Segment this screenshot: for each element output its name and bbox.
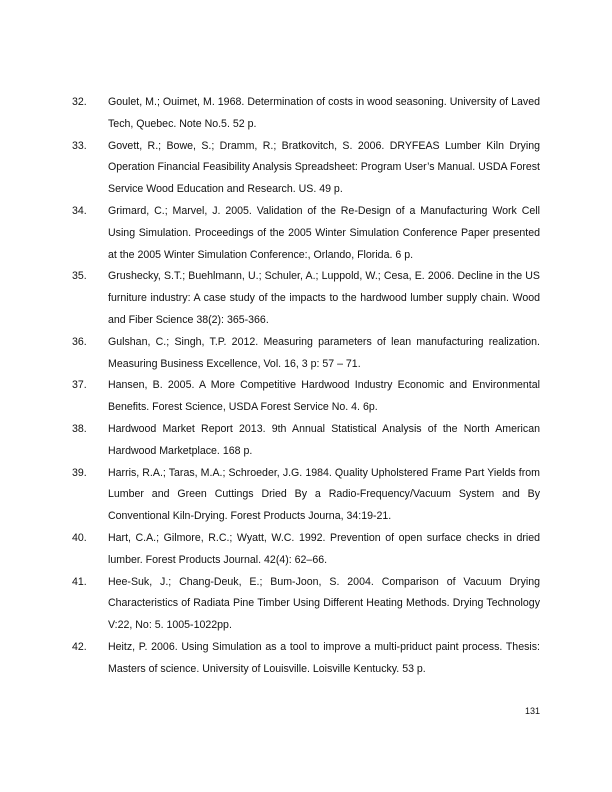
reference-item	[72, 572, 540, 637]
reference-text: Goulet, M.; Ouimet, M. 1968. Determination of costs in wood seasoning. University of Laved Tech, Quebec. Note No.5. 52 p.	[108, 96, 540, 130]
reference-list	[72, 92, 540, 681]
page-number: 131	[524, 706, 540, 716]
reference-item	[72, 201, 540, 266]
reference-text: Grushecky, S.T.; Buehlmann, U.; Schuler, A.; Luppold, W.; Cesa, E. 2006. Decline in the US furniture industry: A case study of the impacts to the hardwood lumber supply chain. Wood and Fiber Science 38(2): 365-366.	[108, 270, 540, 326]
reference-text: Heitz, P. 2006. Using Simulation as a tool to improve a multi-priduct paint process. Thesis: Masters of science. University of Louisville. Loisville Kentucky. 53 p.	[108, 640, 540, 675]
reference-text: Hee-Suk, J.; Chang-Deuk, E.; Bum-Joon, S. 2004. Comparison of Vacuum Drying Characteristics of Radiata Pine Timber Using Different Heating Methods. Drying Technology V:22, No: 5. 1005-1022pp.	[108, 575, 540, 632]
reference-item	[72, 266, 540, 331]
reference-item	[72, 375, 540, 419]
reference-item	[72, 92, 540, 136]
reference-text: Govett, R.; Bowe, S.; Dramm, R.; Bratkovitch, S. 2006. DRYFEAS Lumber Kiln Drying Operation Financial Feasibility Analysis Spreadsheet: Program User’s Manual. USDA Forest Service Wood Education and Research. US. 49 p.	[108, 139, 540, 196]
reference-number: 38.	[72, 422, 87, 435]
reference-number: 39.	[72, 466, 87, 479]
reference-item	[72, 637, 540, 681]
reference-number: 41.	[72, 575, 87, 588]
reference-text: Gulshan, C.; Singh, T.P. 2012. Measuring parameters of lean manufacturing realization. Measuring Business Excellence, Vol. 16, 3 p: 57 – 71.	[108, 335, 540, 370]
reference-number: 35.	[72, 270, 87, 283]
reference-number: 32.	[72, 96, 87, 108]
reference-item	[72, 136, 540, 201]
reference-number: 42.	[72, 640, 87, 653]
reference-text: Hardwood Market Report 2013. 9th Annual Statistical Analysis of the North American Hardwood Marketplace. 168 p.	[108, 422, 540, 457]
reference-item	[72, 332, 540, 376]
reference-item	[72, 463, 540, 528]
reference-text: Harris, R.A.; Taras, M.A.; Schroeder, J.G. 1984. Quality Upholstered Frame Part Yields from Lumber and Green Cuttings Dried By a Radio-Frequency/Vacuum System and By Conventional Kiln-Drying. Forest Products Journa, 34:19-21.	[108, 466, 540, 523]
reference-number: 33.	[72, 139, 87, 152]
reference-item	[72, 528, 540, 572]
reference-number: 37.	[72, 379, 87, 392]
reference-text: Hansen, B. 2005. A More Competitive Hardwood Industry Economic and Environmental Benefits. Forest Science, USDA Forest Service No. 4. 6p.	[108, 379, 540, 414]
reference-number: 40.	[72, 531, 87, 544]
reference-number: 34.	[72, 204, 87, 217]
reference-number: 36.	[72, 335, 87, 348]
reference-text: Grimard, C.; Marvel, J. 2005. Validation of the Re-Design of a Manufacturing Work Cell Using Simulation. Proceedings of the 2005 Winter Simulation Conference Paper presented at the 2005 Winter Simulation Conference:, Orlando, Florida. 6 p.	[108, 204, 540, 261]
reference-text: Hart, C.A.; Gilmore, R.C.; Wyatt, W.C. 1992. Prevention of open surface checks in dried lumber. Forest Products Journal. 42(4): 62–66.	[108, 531, 540, 566]
reference-item	[72, 419, 540, 463]
